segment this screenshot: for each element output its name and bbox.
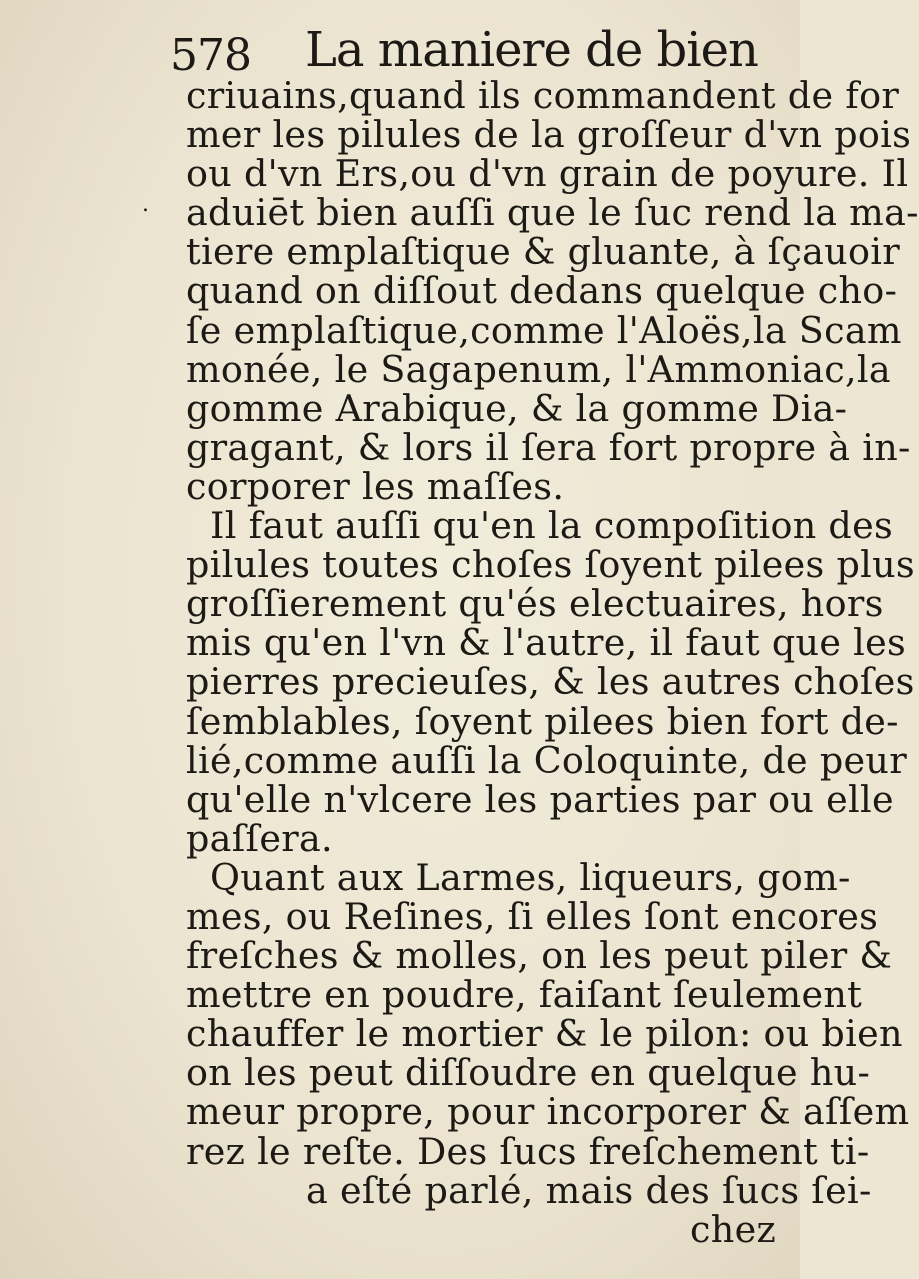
text-line: pierres precieuſes, & les autres choſes (186, 660, 915, 704)
text-line: ſe emplaſtique,comme l'Aloës,la Scam (186, 308, 902, 352)
text-line: mettre en poudre, faiſant ſeulement (186, 973, 863, 1017)
text-line: gragant, & lors il ſera fort propre à in- (186, 425, 911, 469)
text-line: on les peut diſſoudre en quelque hu- (186, 1051, 871, 1095)
text-line: gomme Arabique, & la gomme Dia- (186, 386, 848, 430)
text-line: freſches & molles, on les peut piler & (186, 934, 893, 978)
text-line: quand on diſſout dedans quelque cho- (186, 269, 898, 313)
page-header (0, 22, 800, 82)
text-line: tiere emplaſtique & gluante, à ſçauoir (186, 230, 900, 274)
text-line: mer les pilules de la groſſeur d'vn pois (186, 113, 912, 157)
running-title: La maniere de bien (305, 22, 758, 78)
text-line: qu'elle n'vlcere les parties par ou elle (186, 777, 894, 821)
paragraph-start-line: Il faut auſſi qu'en la compoſition des (210, 504, 894, 548)
text-line: mes, ou Reſines, ſi elles ſont encores (186, 894, 879, 938)
text-line: chauffer le mortier & le pilon: ou bien (186, 1012, 903, 1056)
text-line: meur propre, pour incorporer & aſſem (186, 1090, 910, 1134)
text-line: corporer les maſſes. (186, 464, 565, 508)
paragraph-start-line: Quant aux Larmes, liqueurs, gom- (210, 855, 851, 899)
text-line: a eſté parlé, mais des ſucs ſei- (306, 1168, 872, 1212)
margin-mark: . (142, 192, 149, 217)
text-line: mis qu'en l'vn & l'autre, il faut que les (186, 621, 907, 665)
body-text (186, 74, 919, 1251)
text-line: lié,comme auſſi la Coloquinte, de peur (186, 738, 907, 782)
text-line: ſemblables, ſoyent pilees bien fort de- (186, 699, 899, 743)
catchword: chez (690, 1207, 776, 1251)
text-line: monée, le Sagapenum, l'Ammoniac,la (186, 347, 891, 391)
text-line: ou d'vn Ers,ou d'vn grain de poyure. Il (186, 152, 909, 196)
text-line: aduiēt bien auſſi que le ſuc rend la ma- (186, 191, 919, 235)
page-number: 578 (170, 30, 251, 81)
text-line: rez le reſte. Des ſucs freſchement ti- (186, 1129, 870, 1173)
text-line: paſſera. (186, 816, 333, 860)
text-line: criuains,quand ils commandent de for (186, 74, 900, 117)
text-line: groſſierement qu'és electuaires, hors (186, 582, 884, 626)
text-line: pilules toutes choſes ſoyent pilees plus (186, 543, 915, 587)
